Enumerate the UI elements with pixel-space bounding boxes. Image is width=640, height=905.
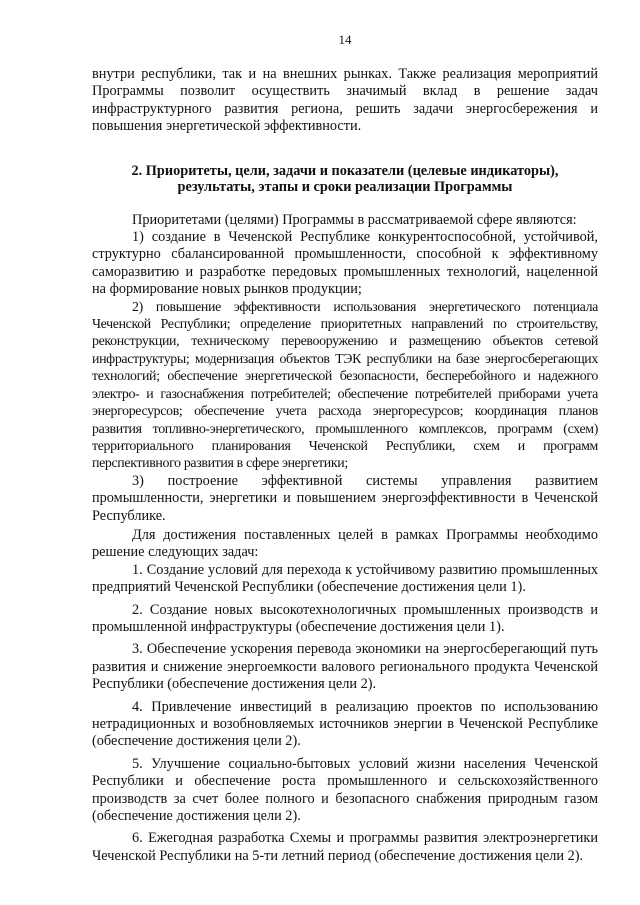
task-item-2: 2. Создание новых высокотехнологичных промышленных производств и промышленной инфраструктуры (обеспечение достижения цели 1). [92, 601, 598, 635]
task-item-5: 5. Улучшение социально-бытовых условий жизни населения Чеченской Республики и обеспечение роста промышленного и сельскохозяйственного производств за счет более полного и безопасного снабжения природным газом (обеспечение достижения цели 2). [92, 755, 598, 825]
task-item-1: 1. Создание условий для перехода к устойчивому развитию промышленных предприятий Чеченской Республики (обеспечение достижения цели 1). [92, 561, 598, 596]
intro-paragraph: внутри республики, так и на внешних рынках. Также реализация мероприятий Программы позволит осуществить значимый вклад в решение задач инфраструктурного развития региона, решить задачи энергосбережения и повышения энергетической эффективности. [92, 66, 598, 135]
task-item-6: 6. Ежегодная разработка Схемы и программы развития электроэнергетики Чеченской Республики на 5-ти летний период (обеспечение достижения цели 2). [92, 830, 598, 864]
section-heading-line-1: 2. Приоритеты, цели, задачи и показатели (целевые индикаторы), [131, 162, 559, 179]
tasks-intro: Для достижения поставленных целей в рамках Программы необходимо решение следующих задач: [92, 526, 598, 561]
task-item-3: 3. Обеспечение ускорения перевода экономики на энергосберегающий путь развития и снижение энергоемкости валового регионального продукта Чеченской Республики (обеспечение достижения цели 2). [92, 641, 598, 693]
document-page [92, 32, 598, 865]
page-number: 14 [338, 32, 352, 47]
section-heading [92, 163, 598, 196]
priority-item-1: 1) создание в Чеченской Республике конкурентоспособной, устойчивой, структурно сбалансированной промышленности, способной к эффективному саморазвитию и разработке передовых промышленных технологий, нацеленной на формирование новых рынков продукции; [92, 229, 598, 298]
priorities-intro: Приоритетами (целями) Программы в рассматриваемой сфере являются: [132, 211, 577, 228]
priority-item-3: 3) построение эффективной системы управления развитием промышленности, энергетики и повышением энергоэффективности в Чеченской Республике. [92, 472, 598, 524]
priority-item-2: 2) повышение эффективности использования энергетического потенциала Чеченской Республики; определение приоритетных направлений по строительству, реконструкции, техническому перевооружению и размещению объектов сетевой инфраструктуры; модернизация объектов ТЭК республики на базе энергосберегающих технологий; обеспечение энергетической безопасности, бесперебойного и надежного электро- и газоснабжения потребителей; обеспечение потребителей приборами учета энергоресурсов; обеспечение учета расхода энергоресурсов; координация планов развития топливно-энергетического, промышленного комплексов, программ (схем) территориального планирования Чеченской Республики, схем и программ перспективного развития в сфере энергетики; [92, 299, 598, 472]
section-heading-line-2: результаты, этапы и сроки реализации Программы [177, 179, 513, 196]
task-item-4: 4. Привлечение инвестиций в реализацию проектов по использованию нетрадиционных и возобновляемых источников энергии в Чеченской Республике (обеспечение достижения цели 2). [92, 698, 598, 750]
